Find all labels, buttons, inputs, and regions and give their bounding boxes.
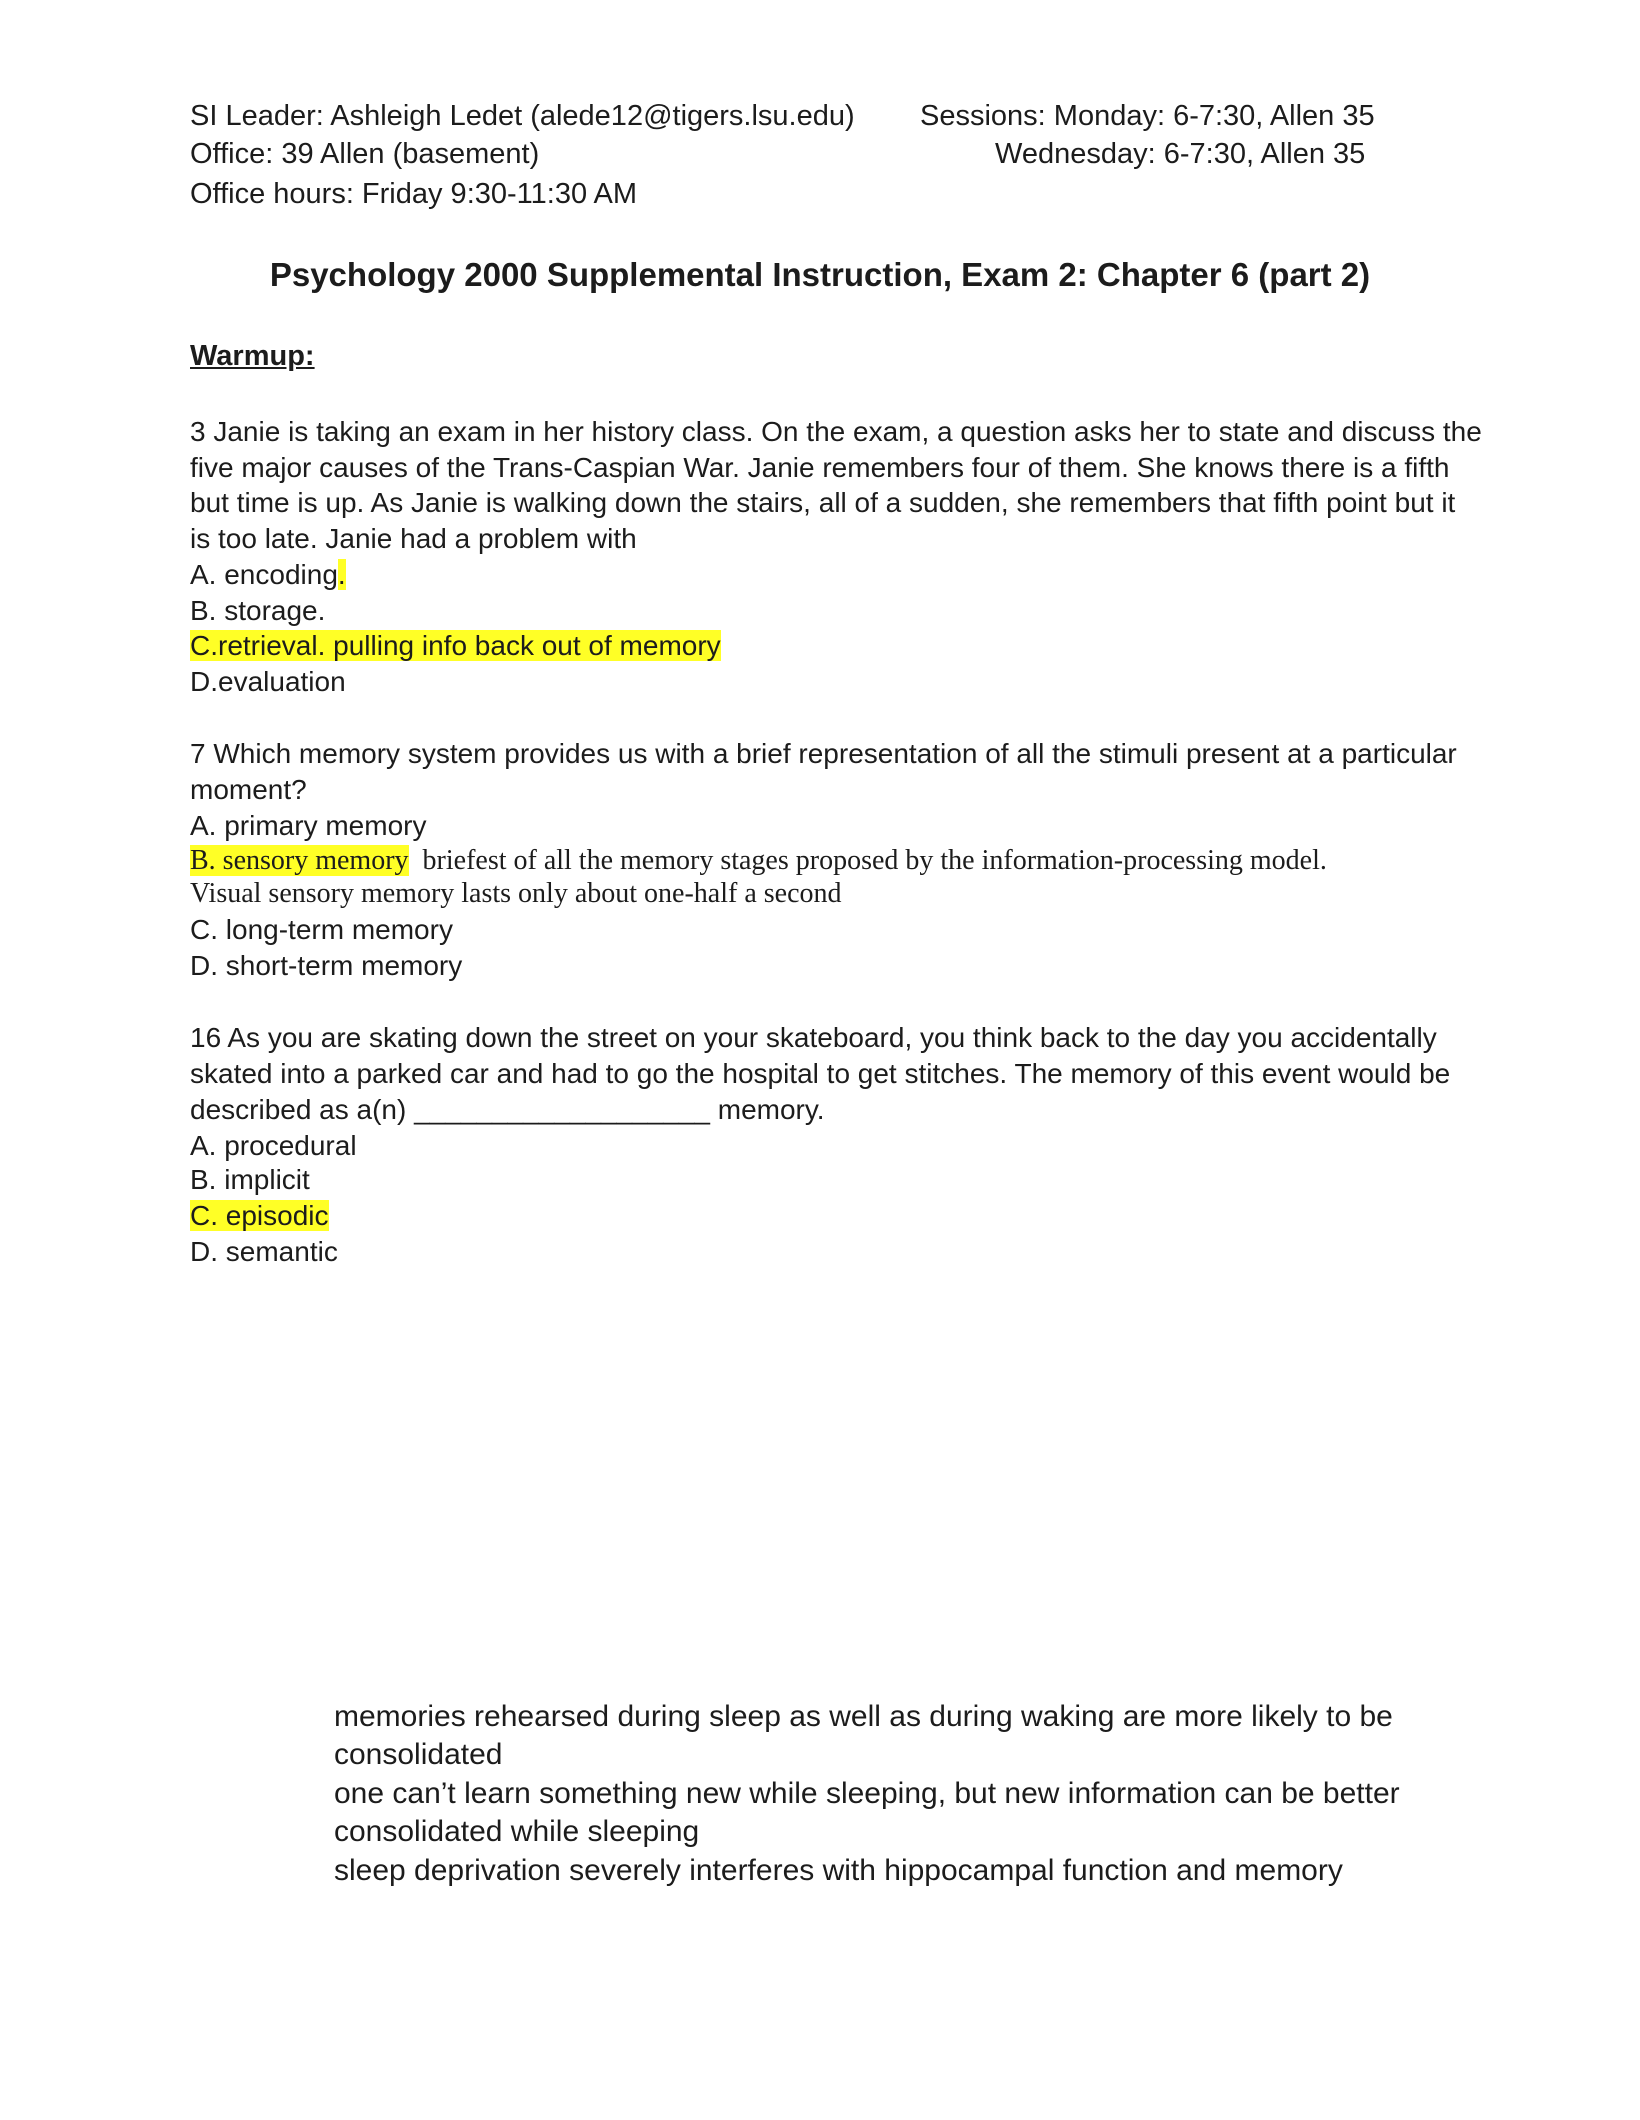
question-3-line: but time is up. As Janie is walking down the stairs, all of a sudden, she remembers that fifth point but it [190,487,1456,518]
option-a-text: A. encoding [190,559,338,590]
highlighted-answer: C.retrieval. pulling info back out of memory [190,630,721,661]
sessions-monday-line: Sessions: Monday: 6-7:30, Allen 35 [920,100,1375,132]
question-3-line: 3 Janie is taking an exam in her history class. On the exam, a question asks her to state and discuss the [190,416,1482,447]
question-3-line: is too late. Janie had a problem with [190,523,637,554]
notes-line: consolidated while sleeping [334,1815,700,1848]
warmup-heading: Warmup: [190,340,315,372]
highlighted-answer: B. sensory memory [190,845,409,876]
highlighted-answer: C. episodic [190,1200,329,1231]
office-line: Office: 39 Allen (basement) [190,138,540,170]
highlight-mark: . [337,559,346,590]
question-3-line: five major causes of the Trans-Caspian War. Janie remembers four of them. She knows there is a fifth [190,452,1450,483]
question-7-option-b [190,843,1327,879]
document-title: Psychology 2000 Supplemental Instruction, Exam 2: Chapter 6 (part 2) [269,256,1371,293]
question-3-option-b: B. storage. [190,595,326,626]
question-16-line: described as a(n) ___________________ memory. [190,1094,825,1125]
sessions-wednesday-line: Wednesday: 6-7:30, Allen 35 [995,138,1366,170]
office-hours-line: Office hours: Friday 9:30-11:30 AM [190,178,638,210]
question-16-line: skated into a parked car and had to go the hospital to get stitches. The memory of this event would be [190,1058,1451,1089]
notes-line: one can’t learn something new while sleeping, but new information can be better [334,1777,1400,1810]
question-16-option-c [190,1198,329,1234]
notes-line: sleep deprivation severely interferes with hippocampal function and memory [334,1854,1343,1887]
question-3-option-c [190,628,721,664]
question-7-option-a: A. primary memory [190,810,427,841]
answer-note-continued: Visual sensory memory lasts only about one-half a second [190,878,842,909]
question-16-option-d: D. semantic [190,1236,338,1267]
question-7-line: 7 Which memory system provides us with a brief representation of all the stimuli present at a particular [190,738,1457,769]
notes-line: memories rehearsed during sleep as well as during waking are more likely to be [334,1700,1393,1733]
si-leader-line: SI Leader: Ashleigh Ledet (alede12@tigers.lsu.edu) [190,100,855,132]
question-16-option-a: A. procedural [190,1130,357,1161]
answer-note: briefest of all the memory stages proposed by the information-processing model. [422,845,1327,876]
notes-line: consolidated [334,1738,503,1771]
question-16-option-b: B. implicit [190,1164,310,1195]
question-3-option-d: D.evaluation [190,666,346,697]
question-7-line: moment? [190,774,307,805]
question-7-option-d: D. short-term memory [190,950,463,981]
question-3-option-a [190,557,346,593]
question-7-option-c: C. long-term memory [190,914,453,945]
question-16-line: 16 As you are skating down the street on your skateboard, you think back to the day you accidentally [190,1022,1437,1053]
